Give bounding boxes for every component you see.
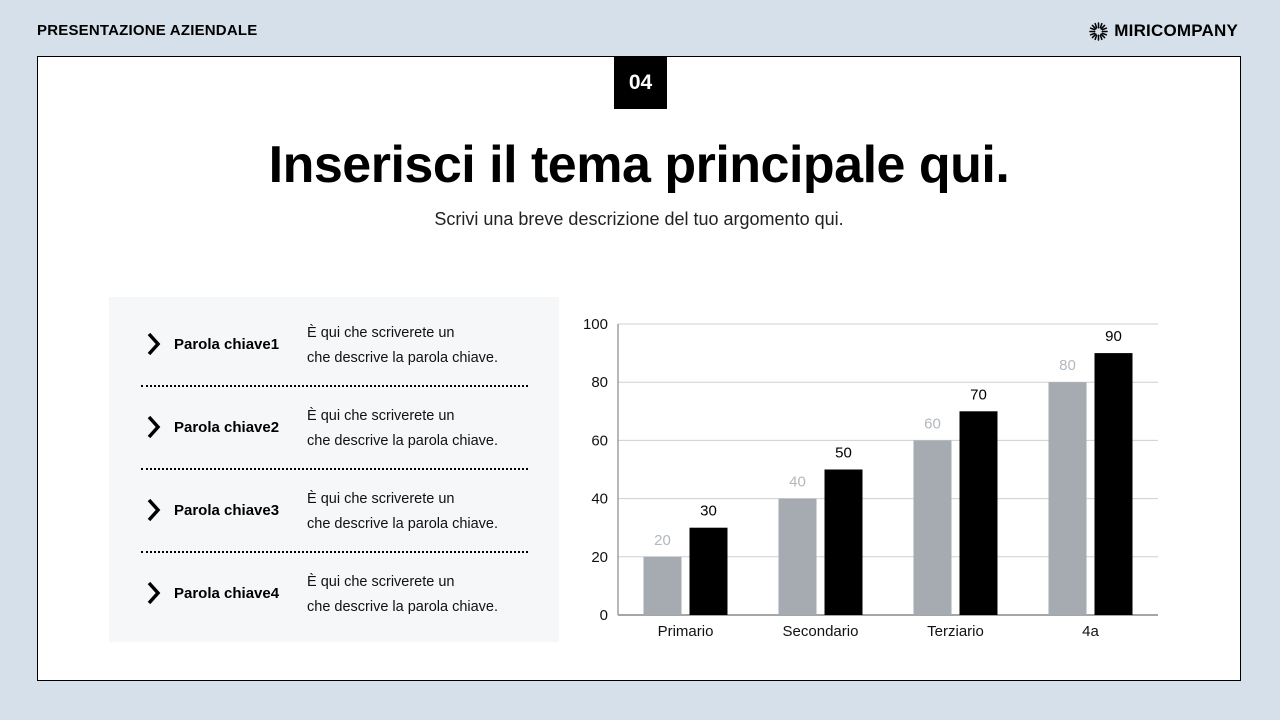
keyword-label: Parola chiave3 xyxy=(174,502,280,519)
page-number-badge: 04 xyxy=(614,57,667,109)
keyword-item xyxy=(141,546,528,626)
data-label: 50 xyxy=(835,444,852,462)
data-label: 60 xyxy=(924,415,941,433)
bar xyxy=(779,499,817,615)
data-label: 30 xyxy=(700,502,717,520)
slide-frame xyxy=(37,56,1241,681)
presentation-label: PRESENTAZIONE AZIENDALE xyxy=(37,22,258,39)
keyword-item xyxy=(141,463,528,543)
data-label: 90 xyxy=(1105,328,1122,346)
bar-chart-svg xyxy=(578,312,1178,652)
chevron-right-icon xyxy=(145,580,163,606)
bar xyxy=(960,411,998,615)
x-tick-label: Terziario xyxy=(927,623,984,640)
y-tick-label: 100 xyxy=(582,316,608,333)
data-label: 80 xyxy=(1059,357,1076,375)
keyword-item xyxy=(141,380,528,460)
keyword-description: È qui che scriverete un che descrive la parola chiave. xyxy=(307,491,499,532)
y-tick-label: 60 xyxy=(591,432,608,450)
keyword-label: Parola chiave1 xyxy=(174,336,280,353)
keyword-item xyxy=(141,297,528,377)
data-label: 70 xyxy=(970,386,987,404)
keyword-panel xyxy=(109,297,559,642)
slide-subtitle: Scrivi una breve descrizione del tuo argomento qui. xyxy=(434,209,844,229)
keyword-label: Parola chiave2 xyxy=(174,419,280,436)
slide-title: Inserisci il tema principale qui. xyxy=(268,136,1010,194)
bar xyxy=(690,528,728,615)
keyword-description: È qui che scriverete un che descrive la parola chiave. xyxy=(307,574,499,615)
brand-logo xyxy=(1089,21,1238,41)
bar xyxy=(914,440,952,615)
data-label: 20 xyxy=(654,531,671,549)
y-tick-label: 80 xyxy=(591,374,608,392)
keyword-description: È qui che scriverete un che descrive la parola chiave. xyxy=(307,408,499,449)
chevron-right-icon xyxy=(145,497,163,523)
bar xyxy=(1049,382,1087,615)
y-tick-label: 0 xyxy=(599,607,608,624)
chevron-right-icon xyxy=(145,331,163,357)
bar-chart xyxy=(578,312,1178,652)
x-tick-label: Primario xyxy=(657,623,714,640)
brand-name: MIRICOMPANY xyxy=(1114,21,1238,40)
keyword-description: È qui che scriverete un che descrive la parola chiave. xyxy=(307,325,499,366)
bar xyxy=(644,557,682,615)
sunburst-icon xyxy=(1089,22,1108,41)
chevron-right-icon xyxy=(145,414,163,440)
keyword-label: Parola chiave4 xyxy=(174,585,280,602)
bar xyxy=(825,470,863,616)
x-tick-label: 4a xyxy=(1082,623,1099,640)
y-tick-label: 20 xyxy=(591,548,608,566)
y-tick-label: 40 xyxy=(591,490,608,508)
data-label: 40 xyxy=(789,473,806,491)
bar xyxy=(1095,353,1133,615)
x-tick-label: Secondario xyxy=(782,623,859,640)
